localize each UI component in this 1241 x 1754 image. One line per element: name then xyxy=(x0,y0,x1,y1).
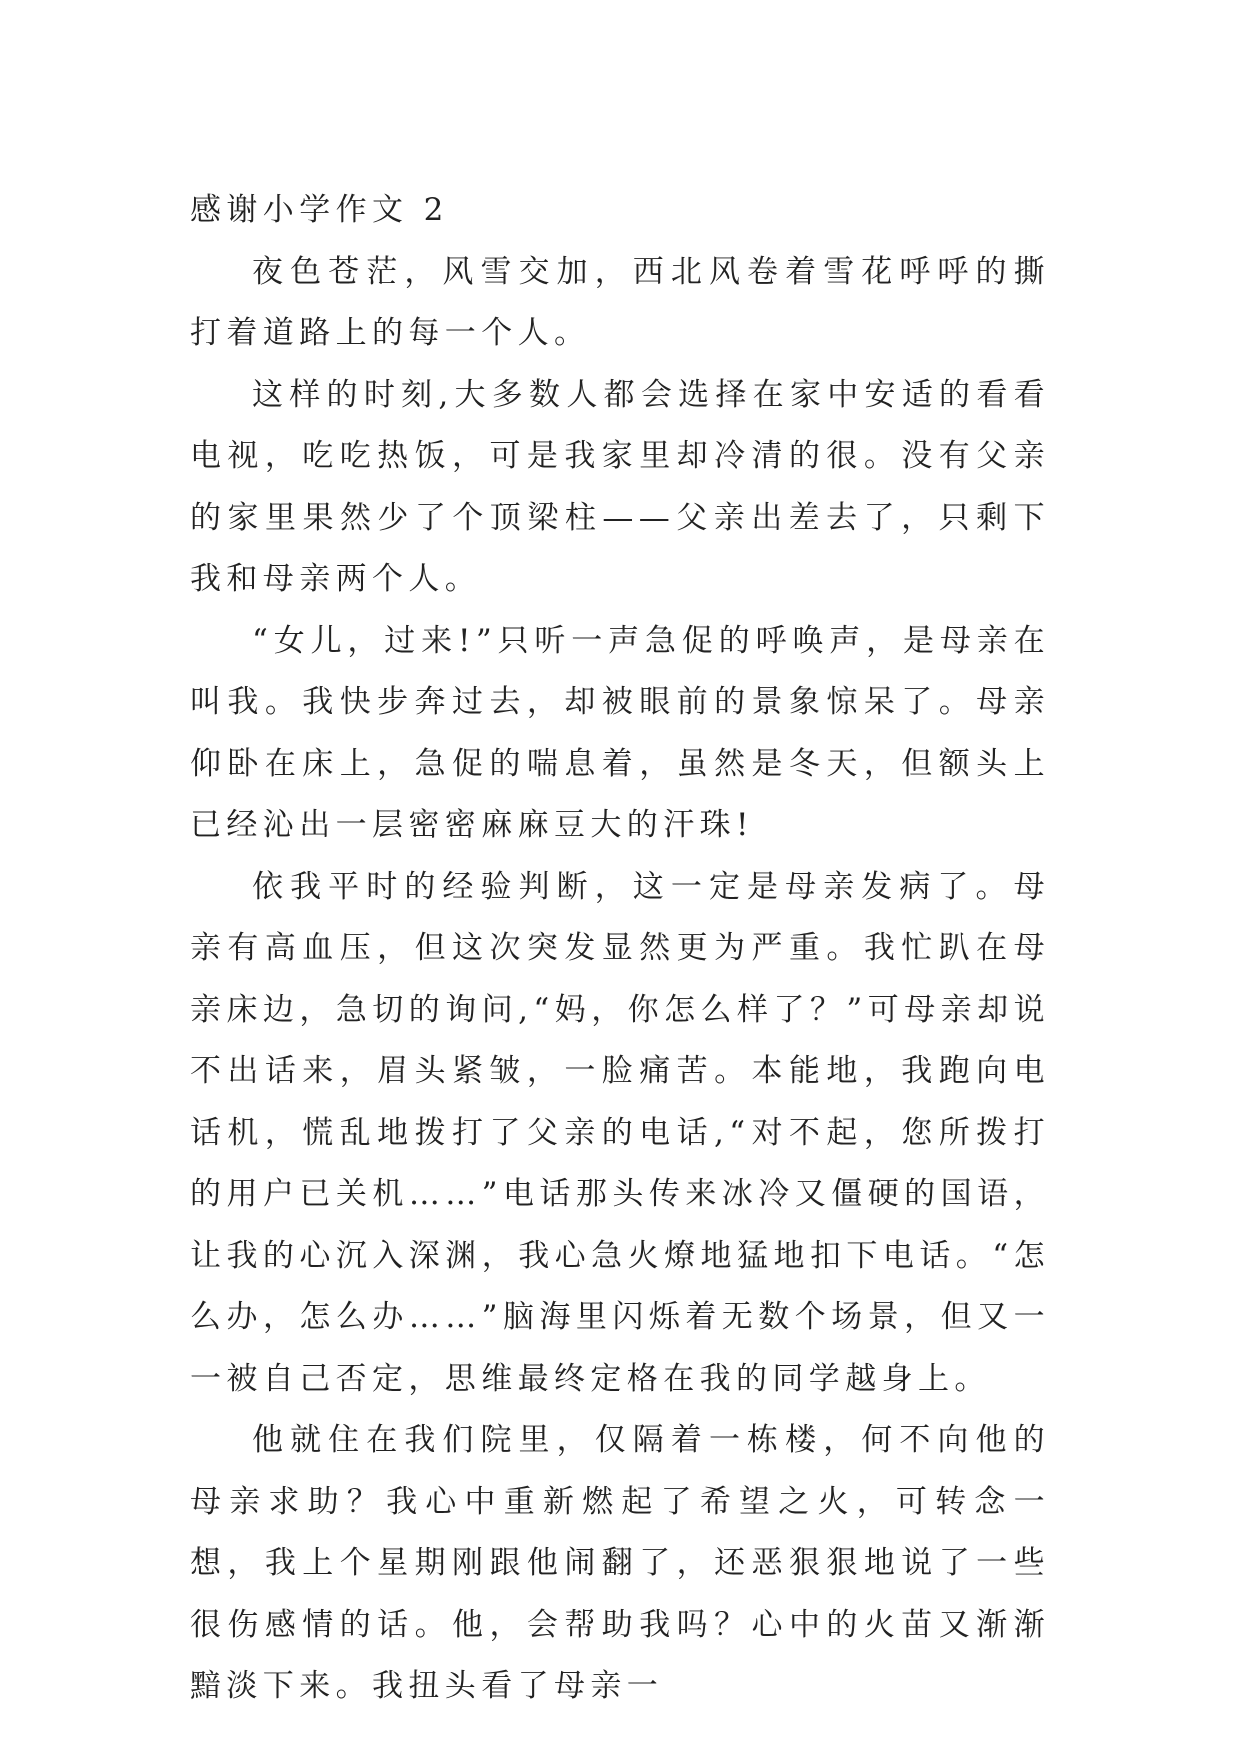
paragraph-1: 夜色苍茫，风雪交加，西北风卷着雪花呼呼的撕打着道路上的每一个人。 xyxy=(190,253,1050,351)
paragraph-3: “女儿，过来!”只听一声急促的呼唤声，是母亲在叫我。我快步奔过去，却被眼前的景象惊呆了。母亲仰卧在床上，急促的喘息着，虽然是冬天，但额头上已经沁出一层密密麻麻豆大的汗珠! xyxy=(190,622,1050,843)
paragraph-5: 他就住在我们院里，仅隔着一栋楼，何不向他的母亲求助？我心中重新燃起了希望之火，可转念一想，我上个星期刚跟他闹翻了，还恶狠狠地说了一些很伤感情的话。他，会帮助我吗？心中的火苗又渐渐黯淡下来。我扭头看了母亲一 xyxy=(190,1422,1050,1704)
essay-body xyxy=(190,180,1050,1718)
paragraph-2: 这样的时刻,大多数人都会选择在家中安适的看看电视，吃吃热饭，可是我家里却冷清的很。没有父亲的家里果然少了个顶梁柱——父亲出差去了，只剩下我和母亲两个人。 xyxy=(190,376,1050,597)
paragraph-4: 依我平时的经验判断，这一定是母亲发病了。母亲有高血压，但这次突发显然更为严重。我忙趴在母亲床边，急切的询问,“妈，你怎么样了？”可母亲却说不出话来，眉头紧皱，一脸痛苦。本能地，我跑向电话机，慌乱地拨打了父亲的电话,“对不起，您所拨打的用户已关机……”电话那头传来冰冷又僵硬的国语，让我的心沉入深渊，我心急火燎地猛地扣下电话。“怎么办，怎么办……”脑海里闪烁着无数个场景，但又一一被自己否定，思维最终定格在我的同学越身上。 xyxy=(190,868,1050,1397)
essay-title: 感谢小学作文 2 xyxy=(190,192,449,228)
